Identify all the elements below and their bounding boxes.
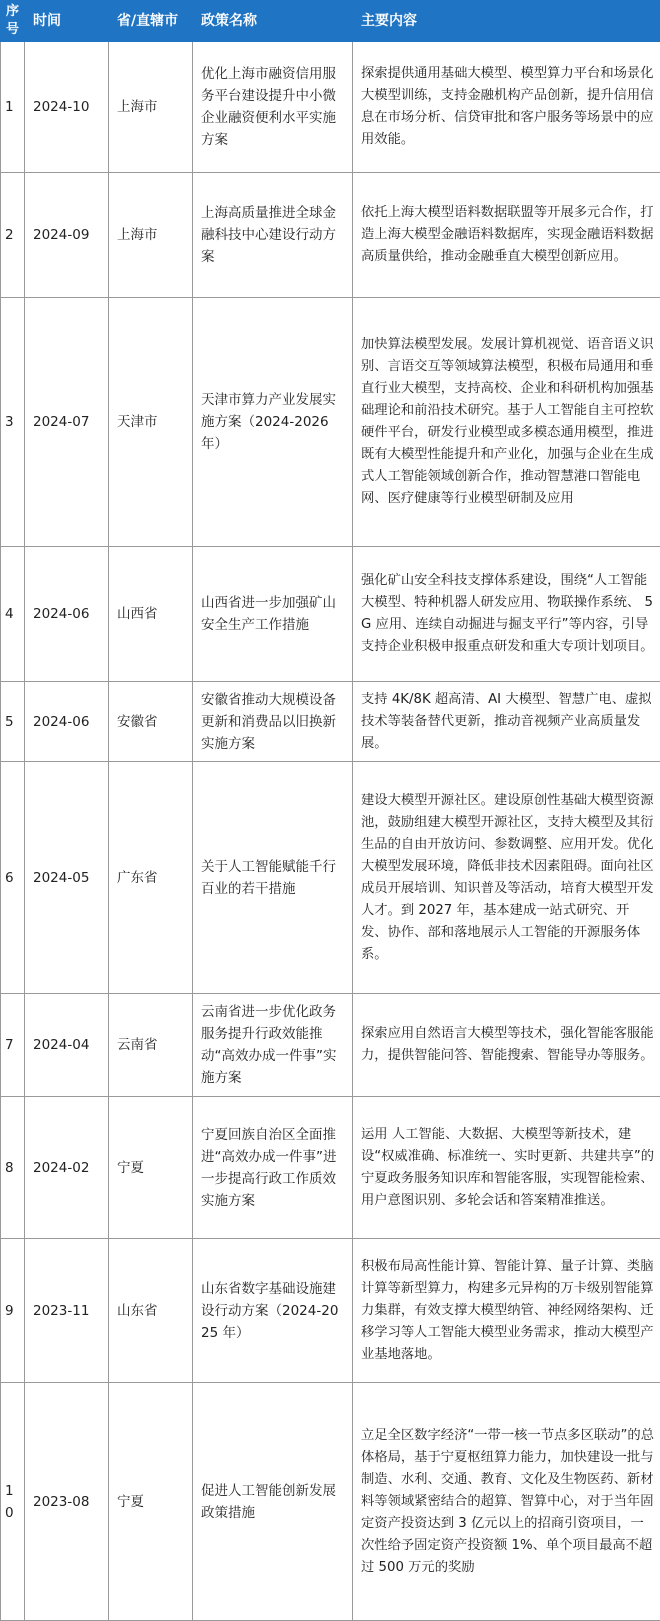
row-index: 7 [1, 994, 25, 1097]
row-index: 2 [1, 173, 25, 298]
row-region: 云南省 [109, 994, 193, 1097]
row-region: 山西省 [109, 547, 193, 682]
row-date: 2024-06 [25, 547, 109, 682]
row-date: 2024-10 [25, 42, 109, 173]
table-row [1, 1239, 660, 1383]
header-date: 时间 [25, 1, 109, 42]
row-main-content: 探索提供通用基础大模型、模型算力平台和场景化大模型训练，支持金融机构产品创新，提升信用信息在市场分析、信贷审批和客户服务等场景中的应用效能。 [353, 42, 660, 173]
table-row [1, 298, 660, 547]
row-policy-name: 促进人工智能创新发展政策措施 [193, 1383, 353, 1621]
row-region: 上海市 [109, 42, 193, 173]
row-policy-name: 山东省数字基础设施建设行动方案（2024-2025 年） [193, 1239, 353, 1383]
row-date: 2024-09 [25, 173, 109, 298]
row-date: 2024-07 [25, 298, 109, 547]
row-region: 上海市 [109, 173, 193, 298]
row-index: 6 [1, 762, 25, 994]
row-date: 2024-06 [25, 682, 109, 762]
row-main-content: 强化矿山安全科技支撑体系建设，围绕“人工智能大模型、特种机器人研发应用、物联操作系统、 5G 应用、连续自动掘进与掘支平行”等内容，引导支持企业积极申报重点研发和重大专项计划项目。 [353, 547, 660, 682]
row-index: 4 [1, 547, 25, 682]
row-index: 8 [1, 1097, 25, 1239]
header-region: 省/直辖市 [109, 1, 193, 42]
row-policy-name: 云南省进一步优化政务服务提升行政效能推动“高效办成一件事”实施方案 [193, 994, 353, 1097]
row-index: 5 [1, 682, 25, 762]
table-row [1, 682, 660, 762]
table-row [1, 762, 660, 994]
row-main-content: 加快算法模型发展。发展计算机视觉、语音语义识别、言语交互等领域算法模型，积极布局通用和垂直行业大模型，支持高校、企业和科研机构加强基础理论和前沿技术研究。基于人工智能自主可控软硬件平台，研发行业模型或多模态通用模型，推进既有大模型性能提升和产业化，加强与企业在生成式人工智能领域创新合作，推动智慧港口智能电网、医疗健康等行业模型研制及应用 [353, 298, 660, 547]
row-region: 宁夏 [109, 1097, 193, 1239]
row-date: 2024-05 [25, 762, 109, 994]
row-main-content: 建设大模型开源社区。建设原创性基础大模型资源池，鼓励组建大模型开源社区，支持大模型及其衍生品的自由开放访问、参数调整、应用开发。优化大模型发展环境，降低非技术因素阻碍。面向社区成员开展培训、知识普及等活动，培育大模型开发人才。到 2027 年，基本建成一站式研究、开发、协作、部和落地展示人工智能的开源服务体系。 [353, 762, 660, 994]
row-policy-name: 宁夏回族自治区全面推进“高效办成一件事”进一步提高行政工作质效实施方案 [193, 1097, 353, 1239]
row-policy-name: 优化上海市融资信用服务平台建设提升中小微企业融资便利水平实施方案 [193, 42, 353, 173]
table-row [1, 994, 660, 1097]
header-row [1, 1, 660, 42]
row-region: 天津市 [109, 298, 193, 547]
table-row [1, 173, 660, 298]
row-policy-name: 关于人工智能赋能千行百业的若干措施 [193, 762, 353, 994]
header-index: 序号 [1, 1, 25, 42]
table-row [1, 1097, 660, 1239]
row-region: 山东省 [109, 1239, 193, 1383]
table-row [1, 42, 660, 173]
row-index: 9 [1, 1239, 25, 1383]
row-date: 2024-04 [25, 994, 109, 1097]
header-main-content: 主要内容 [353, 1, 660, 42]
row-main-content: 积极布局高性能计算、智能计算、量子计算、类脑计算等新型算力，构建多元异构的万卡级别智能算力集群，有效支撑大模型纳管、神经网络架构、迁移学习等人工智能大模型业务需求，推动大模型产业基地落地。 [353, 1239, 660, 1383]
row-index: 1 [1, 42, 25, 173]
row-policy-name: 上海高质量推进全球金融科技中心建设行动方案 [193, 173, 353, 298]
row-main-content: 探索应用自然语言大模型等技术，强化智能客服能力，提供智能问答、智能搜索、智能导办等服务。 [353, 994, 660, 1097]
row-policy-name: 山西省进一步加强矿山安全生产工作措施 [193, 547, 353, 682]
header-policy-name: 政策名称 [193, 1, 353, 42]
row-main-content: 依托上海大模型语料数据联盟等开展多元合作，打造上海大模型金融语料数据库，实现金融语料数据高质量供给，推动金融垂直大模型创新应用。 [353, 173, 660, 298]
row-region: 安徽省 [109, 682, 193, 762]
table-row [1, 547, 660, 682]
row-region: 宁夏 [109, 1383, 193, 1621]
row-index: 3 [1, 298, 25, 547]
row-main-content: 运用 人工智能、大数据、大模型等新技术，建设“权威准确、标准统一、实时更新、共建共享”的宁夏政务服务知识库和智能客服，实现智能检索、用户意图识别、多轮会话和答案精准推送。 [353, 1097, 660, 1239]
row-index: 10 [1, 1383, 25, 1621]
row-region: 广东省 [109, 762, 193, 994]
row-date: 2024-02 [25, 1097, 109, 1239]
table-row [1, 1383, 660, 1621]
row-date: 2023-08 [25, 1383, 109, 1621]
row-main-content: 支持 4K/8K 超高清、AI 大模型、智慧广电、虚拟技术等装备替代更新，推动音视频产业高质量发展。 [353, 682, 660, 762]
row-date: 2023-11 [25, 1239, 109, 1383]
row-policy-name: 安徽省推动大规模设备更新和消费品以旧换新实施方案 [193, 682, 353, 762]
row-policy-name: 天津市算力产业发展实施方案（2024-2026年） [193, 298, 353, 547]
row-main-content: 立足全区数字经济“一带一核一节点多区联动”的总体格局，基于宁夏枢纽算力能力，加快建设一批与制造、水利、交通、教育、文化及生物医药、新材料等领域紧密结合的超算、智算中心，对于当年固定资产投资达到 3 亿元以上的招商引资项目，一次性给予固定资产投资额 1%、单个项目最高不超过 500 万元的奖励 [353, 1383, 660, 1621]
